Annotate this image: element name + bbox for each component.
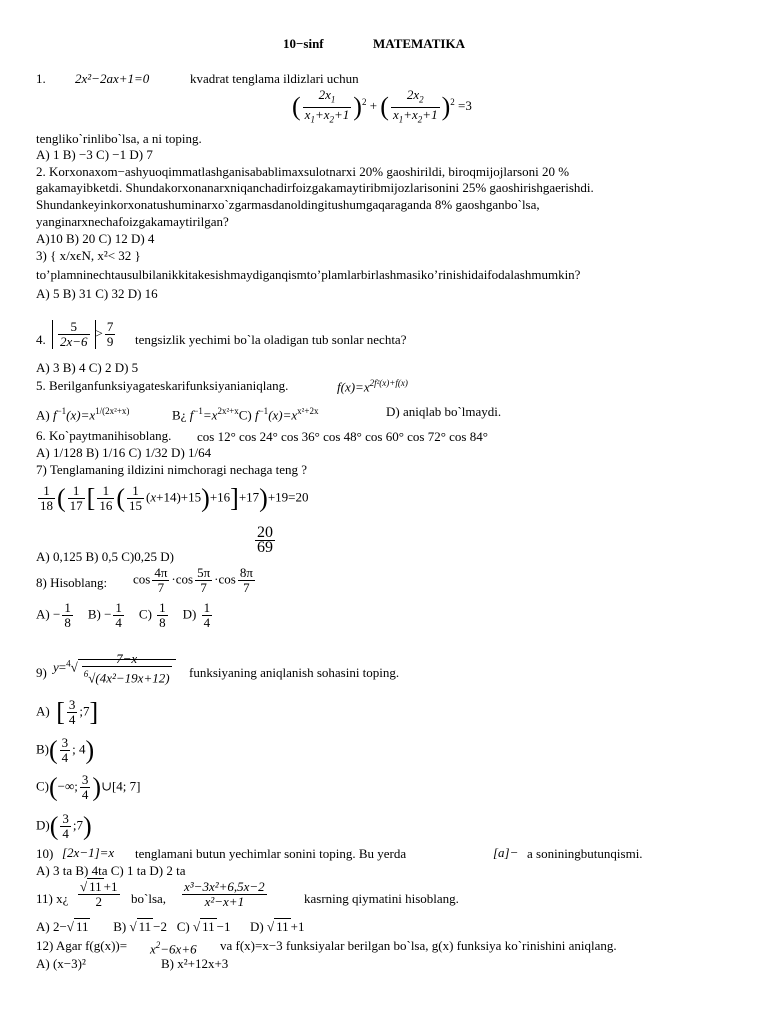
q2-answers: A)10 B) 20 C) 12 D) 4 (36, 231, 155, 246)
q4-text: tengsizlik yechimi bo`la oladigan tub sonlar nechta? (135, 332, 407, 347)
q7-answer-d: $\frac{20}{69}$ (257, 524, 273, 556)
q5-text: 5. Berilganfunksiyagateskarifunksiyanianiqlang. (36, 378, 289, 393)
q1-text: kvadrat tenglama ildizlari uchun (190, 71, 359, 86)
q5-answer-a: A) $f^{-1}(x)=x^{1/(2x^2+x)}$ (36, 406, 130, 423)
q9-answer-a: A) [ $\frac{3}{4}$ ;7] (36, 697, 99, 727)
q9-answer-b: B)( $\frac{3}{4}$ ; 4) (36, 735, 95, 765)
grade-label: 10−sinf (283, 36, 324, 51)
q4-number: 4. (36, 332, 46, 347)
q12-answer-b: B) x²+12x+3 (161, 956, 229, 971)
q8-text: 8) Hisoblang: (36, 575, 108, 590)
q9-answer-c: C)(−∞; $\frac{3}{4}$ )∪[4; 7] (36, 772, 141, 802)
q1-tail: tengliko`rinlibo`lsa, a ni toping. (36, 131, 202, 146)
q3-line2: to’plamninechtausulbilanikkitakesishmaydiganqismto’plamlarbirlashmasiko’rinishidaifodalashmumkin? (36, 267, 581, 282)
q1-condition-rhs: =3 (458, 98, 472, 114)
q11-answers: A) 2−√ 11 B) √ 11 −2 C) √ 11 −1 D) √ 11 +1 (36, 919, 305, 934)
q10-answers: A) 3 ta B) 4ta C) 1 ta D) 2 ta (36, 863, 186, 878)
q10-number: 10) (36, 846, 54, 861)
q6-text: 6. Ko`paytmanihisoblang. (36, 428, 172, 443)
q12-expression: $x^2-6x+6$ (150, 940, 197, 957)
q4-answers: A) 3 B) 4 C) 2 D) 5 (36, 360, 139, 375)
q2-line3: Shundankeyinkorxonatushuminarxo`zgarmasdanoldingitushumgaqaraganda 8% gaoshganbo`lsa, (36, 197, 540, 212)
q11-tail: kasrning qiymatini hisoblang. (304, 891, 459, 906)
q9-answer-d: D)( $\frac{3}{4}$ ;7) (36, 811, 92, 841)
q6-expression: cos 12° cos 24° cos 36° cos 48° cos 60° cos 72° cos 84° (197, 429, 488, 444)
q8-expression: cos $\frac{4\pi}{7}$ ·cos $\frac{5\pi}{7}$ ·cos $\frac{8\pi}{7}$ (133, 565, 253, 595)
q11-x-value: $\frac{√ 11 +1}{2}$ (80, 879, 118, 909)
subject-title: MATEMATIKA (373, 36, 465, 51)
q11-mid: bo`lsa, (131, 891, 167, 906)
q9-text: funksiyaning aniqlanish sohasini toping. (189, 665, 400, 680)
q10-floor-symbol: [a]− (493, 845, 519, 860)
q8-answers: A) − $\frac{1}{8}$ B) − $\frac{1}{4}$ C) $\frac{1}{8}$ D) $\frac{1}{4}$ (36, 600, 211, 630)
q7-equation: $\frac{1}{18}$ ( $\frac{1}{17}$ [ $\frac{1}{16}$ ( $\frac{1}{15}$ (x+14)+15)+16]+17)+19=20 (40, 483, 309, 513)
q9-function: y=$^4$√ $\frac{7-x}{^6√(4x^2-19x+12)}$ (53, 652, 176, 685)
q3-line1: 3) { x/xϵN, x²< 32 } (36, 248, 141, 263)
q2-line1: 2. Korxonaxom−ashyuoqimmatlashganisabablimaxsulotnarxi 20% gaoshirildi, biroqmijojlarsoni 20 % (36, 164, 570, 179)
q4-inequality: $\frac{5}{2x-6}$ > $\frac{7}{9}$ (52, 320, 117, 349)
q12-answer-a: A) (x−3)² (36, 956, 86, 971)
q10-tail: a soniningbutunqismi. (527, 846, 643, 861)
q1-condition: ( $\frac{2x_1}{x_1+x_2+1}$ )$^2$ + ( $\frac{2x_2}{x_1+x_2+1}$ )$^2$ =3 (292, 87, 472, 125)
q2-line2: gakamayibketdi. Shundakorxonanarxniqanchadirfoizgakamaytiribmijozlarisonini 25% gaoshirishgaerishdi. (36, 180, 594, 195)
q1-answers: A) 1 B) −3 C) −1 D) 7 (36, 147, 153, 162)
q10-equation: [2x−1]=x (62, 845, 115, 860)
q5-answer-b-c: B¿ $f^{-1}=x^{2x^2+x}C$) $f^{-1}(x)=x^{x^2+2x}$ (172, 406, 319, 423)
q12-mid: va f(x)=x−3 funksiyalar berilgan bo`lsa, g(x) funksiya ko`rinishini aniqlang. (220, 938, 617, 953)
q2-line4: yanginarxnechafoizgakamaytirilgan? (36, 214, 229, 229)
q10-text: tenglamani butun yechimlar sonini toping. Bu yerda (135, 846, 407, 861)
q12-text: 12) Agar f(g(x))= (36, 938, 128, 953)
q1-number: 1. (36, 71, 46, 86)
q1-equation: 2x²−2ax+1=0 (75, 71, 150, 86)
q3-answers: A) 5 B) 31 C) 32 D) 16 (36, 286, 158, 301)
q9-number: 9) (36, 665, 47, 680)
q6-answers: A) 1/128 B) 1/16 C) 1/32 D) 1/64 (36, 445, 212, 460)
q5-function: $f(x)=x^{2f^2(x)+f(x)}$ (337, 378, 408, 395)
q11-number: 11) x¿ (36, 891, 69, 906)
q7-answers: A) 0,125 B) 0,5 C)0,25 D) (36, 549, 174, 564)
q5-answer-d: D) aniqlab bo`lmaydi. (386, 404, 502, 419)
q7-text: 7) Tenglamaning ildizini nimchoragi nechaga teng ? (36, 462, 308, 477)
q11-fraction: $\frac{\text{x³−3x²+6,5x−2}}{\text{x²−x+1}}$ (184, 879, 265, 909)
